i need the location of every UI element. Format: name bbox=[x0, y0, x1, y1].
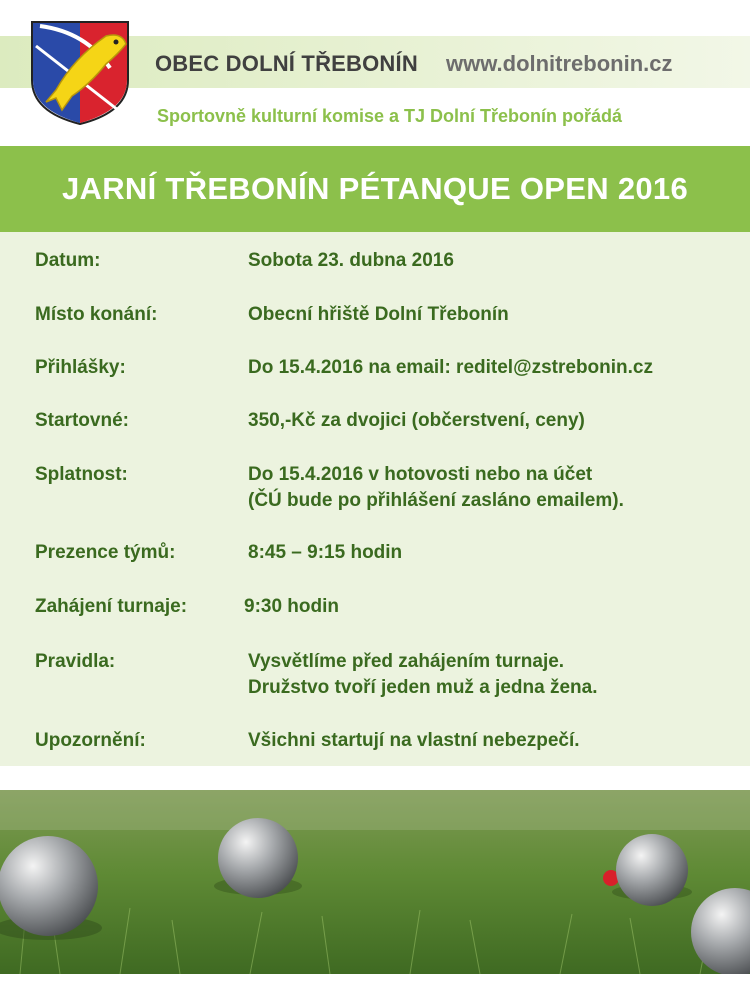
petanque-balls-photo bbox=[0, 790, 750, 974]
fish-crest-icon bbox=[26, 18, 134, 126]
event-title: JARNÍ TŘEBONÍN PÉTANQUE OPEN 2016 bbox=[61, 171, 688, 206]
info-value-payment: Do 15.4.2016 v hotovosti nebo na účet bbox=[248, 464, 593, 485]
info-label-fee: Startovné: bbox=[35, 410, 129, 431]
info-value-fee: 350,-Kč za dvojici (občerstvení, ceny) bbox=[248, 410, 585, 431]
info-value-start: 9:30 hodin bbox=[244, 596, 340, 617]
info-label-warning: Upozornění: bbox=[35, 730, 146, 751]
municipality-name: OBEC DOLNÍ TŘEBONÍN bbox=[155, 51, 418, 76]
info-value-rules: Vysvětlíme před zahájením turnaje. bbox=[248, 651, 565, 672]
info-label-date: Datum: bbox=[35, 250, 101, 271]
info-value-warning: Všichni startují na vlastní nebezpečí. bbox=[248, 730, 580, 751]
info-label-checkin: Prezence týmů: bbox=[35, 542, 176, 563]
info-value-registration: Do 15.4.2016 na email: reditel@zstrebonin.cz bbox=[248, 357, 654, 378]
info-label-start: Zahájení turnaje: bbox=[35, 596, 188, 617]
organizer-line: Sportovně kulturní komise a TJ Dolní Třebonín pořádá bbox=[157, 106, 623, 126]
info-panel bbox=[0, 232, 750, 766]
title-band bbox=[0, 146, 750, 232]
info-label-rules: Pravidla: bbox=[35, 651, 116, 672]
info-label-payment: Splatnost: bbox=[35, 464, 128, 485]
website-link[interactable]: www.dolnitrebonin.cz bbox=[446, 51, 673, 76]
info-label-registration: Přihlášky: bbox=[35, 357, 126, 378]
info-value-venue: Obecní hřiště Dolní Třebonín bbox=[248, 304, 509, 325]
info-value-date: Sobota 23. dubna 2016 bbox=[248, 250, 454, 271]
info-value-rules-team: Družstvo tvoří jeden muž a jedna žena. bbox=[248, 677, 598, 698]
info-value-payment-note: (ČÚ bude po přihlášení zasláno emailem). bbox=[248, 490, 624, 511]
info-value-checkin: 8:45 – 9:15 hodin bbox=[248, 542, 403, 563]
info-label-venue: Místo konání: bbox=[35, 304, 158, 325]
